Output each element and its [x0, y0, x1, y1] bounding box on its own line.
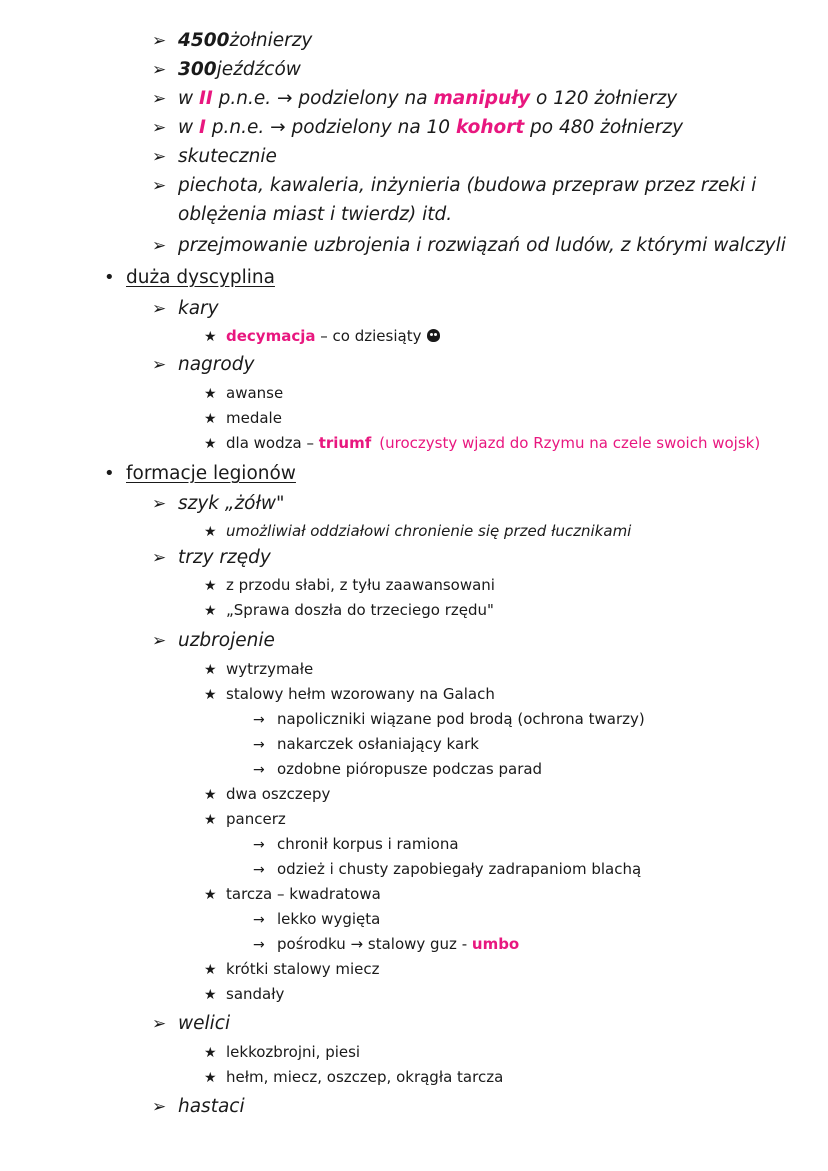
list-item: ★ decymacja – co dziesiąty: [204, 327, 440, 345]
section-heading-discipline: • duża dyscyplina: [104, 267, 275, 288]
arrow-right-icon: →: [253, 912, 265, 928]
list-item: ➢ skutecznie: [152, 146, 277, 167]
arrow-bullet-icon: ➢: [152, 31, 167, 51]
star-bullet-icon: ★: [204, 603, 217, 619]
arrow-right-icon: →: [253, 762, 265, 778]
list-item: ➢ nagrody: [152, 354, 255, 375]
list-item: ★ lekkozbrojni, piesi: [204, 1043, 361, 1061]
arrow-bullet-icon: ➢: [152, 236, 167, 256]
arrow-bullet-icon: ➢: [152, 1014, 167, 1034]
star-bullet-icon: ★: [204, 329, 217, 345]
star-bullet-icon: ★: [204, 411, 217, 427]
list-item: ★ hełm, miecz, oszczep, okrągła tarcza: [204, 1068, 504, 1086]
list-item: ★ medale: [204, 409, 282, 427]
bullet-icon: •: [104, 267, 115, 288]
star-bullet-icon: ★: [204, 887, 217, 903]
arrow-bullet-icon: ➢: [152, 355, 167, 375]
list-item: ★ tarcza – kwadratowa: [204, 885, 381, 903]
star-bullet-icon: ★: [204, 987, 217, 1003]
list-item: ★ „Sprawa doszła do trzeciego rzędu": [204, 601, 494, 619]
list-item: ➢ kary: [152, 298, 219, 319]
star-bullet-icon: ★: [204, 1045, 217, 1061]
arrow-right-icon: →: [253, 737, 265, 753]
list-item: ➢ 4500 żołnierzy: [152, 30, 313, 51]
list-item: ★ dwa oszczepy: [204, 785, 331, 803]
list-item: ➢ hastaci: [152, 1096, 245, 1117]
list-item: ➢ welici: [152, 1013, 231, 1034]
arrow-bullet-icon: ➢: [152, 89, 167, 109]
arrow-bullet-icon: ➢: [152, 299, 167, 319]
list-item: ★ sandały: [204, 985, 285, 1003]
star-bullet-icon: ★: [204, 524, 217, 540]
star-bullet-icon: ★: [204, 787, 217, 803]
list-item: ★ wytrzymałe: [204, 660, 314, 678]
skull-icon: [427, 329, 440, 342]
list-item: ★ stalowy hełm wzorowany na Galach: [204, 685, 495, 703]
list-item: ★ krótki stalowy miecz: [204, 960, 380, 978]
list-item: ➢ przejmowanie uzbrojenia i rozwiązań od ludów, z którymi walczyli: [152, 235, 786, 256]
list-item: → lekko wygięta: [253, 910, 381, 928]
list-item: ➢ piechota, kawaleria, inżynieria (budowa przepraw przez rzeki i: [152, 175, 757, 196]
list-item: ➢ szyk „żółw": [152, 493, 285, 514]
list-item: ★ umożliwiał oddziałowi chronienie się przed łucznikami: [204, 522, 632, 540]
list-item: → chronił korpus i ramiona: [253, 835, 459, 853]
arrow-right-icon: →: [253, 837, 265, 853]
star-bullet-icon: ★: [204, 812, 217, 828]
star-bullet-icon: ★: [204, 962, 217, 978]
bullet-icon: •: [104, 463, 115, 484]
arrow-bullet-icon: ➢: [152, 1097, 167, 1117]
star-bullet-icon: ★: [204, 386, 217, 402]
arrow-bullet-icon: ➢: [152, 118, 167, 138]
list-item: ★ z przodu słabi, z tyłu zaawansowani: [204, 576, 495, 594]
arrow-bullet-icon: ➢: [152, 147, 167, 167]
list-item: → odzież i chusty zapobiegały zadrapaniom blachą: [253, 860, 642, 878]
star-bullet-icon: ★: [204, 1070, 217, 1086]
arrow-bullet-icon: ➢: [152, 631, 167, 651]
arrow-bullet-icon: ➢: [152, 60, 167, 80]
list-item: ➢ 300 jeźdźców: [152, 59, 301, 80]
star-bullet-icon: ★: [204, 662, 217, 678]
list-item: ➢ w I p.n.e. → podzielony na 10 kohort po 480 żołnierzy: [152, 117, 684, 138]
arrow-bullet-icon: ➢: [152, 548, 167, 568]
arrow-right-icon: →: [253, 862, 265, 878]
list-item: ➢ uzbrojenie: [152, 630, 275, 651]
arrow-bullet-icon: ➢: [152, 494, 167, 514]
list-item: → ozdobne pióropusze podczas parad: [253, 760, 543, 778]
arrow-right-icon: →: [253, 712, 265, 728]
list-item: → pośrodku → stalowy guz - umbo: [253, 935, 520, 953]
list-item: → napoliczniki wiązane pod brodą (ochrona twarzy): [253, 710, 645, 728]
arrow-bullet-icon: ➢: [152, 176, 167, 196]
list-item: ★ dla wodza – triumf (uroczysty wjazd do Rzymu na czele swoich wojsk): [204, 434, 761, 452]
list-item: ★ awanse: [204, 384, 284, 402]
list-item: ★ pancerz: [204, 810, 286, 828]
section-heading-formations: • formacje legionów: [104, 463, 296, 484]
list-item-continuation: oblężenia miast i twierdz) itd.: [178, 204, 453, 225]
star-bullet-icon: ★: [204, 687, 217, 703]
arrow-right-icon: →: [253, 937, 265, 953]
list-item: → nakarczek osłaniający kark: [253, 735, 479, 753]
star-bullet-icon: ★: [204, 578, 217, 594]
list-item: ➢ w II p.n.e. → podzielony na manipuły o 120 żołnierzy: [152, 88, 678, 109]
list-item: ➢ trzy rzędy: [152, 547, 271, 568]
star-bullet-icon: ★: [204, 436, 217, 452]
